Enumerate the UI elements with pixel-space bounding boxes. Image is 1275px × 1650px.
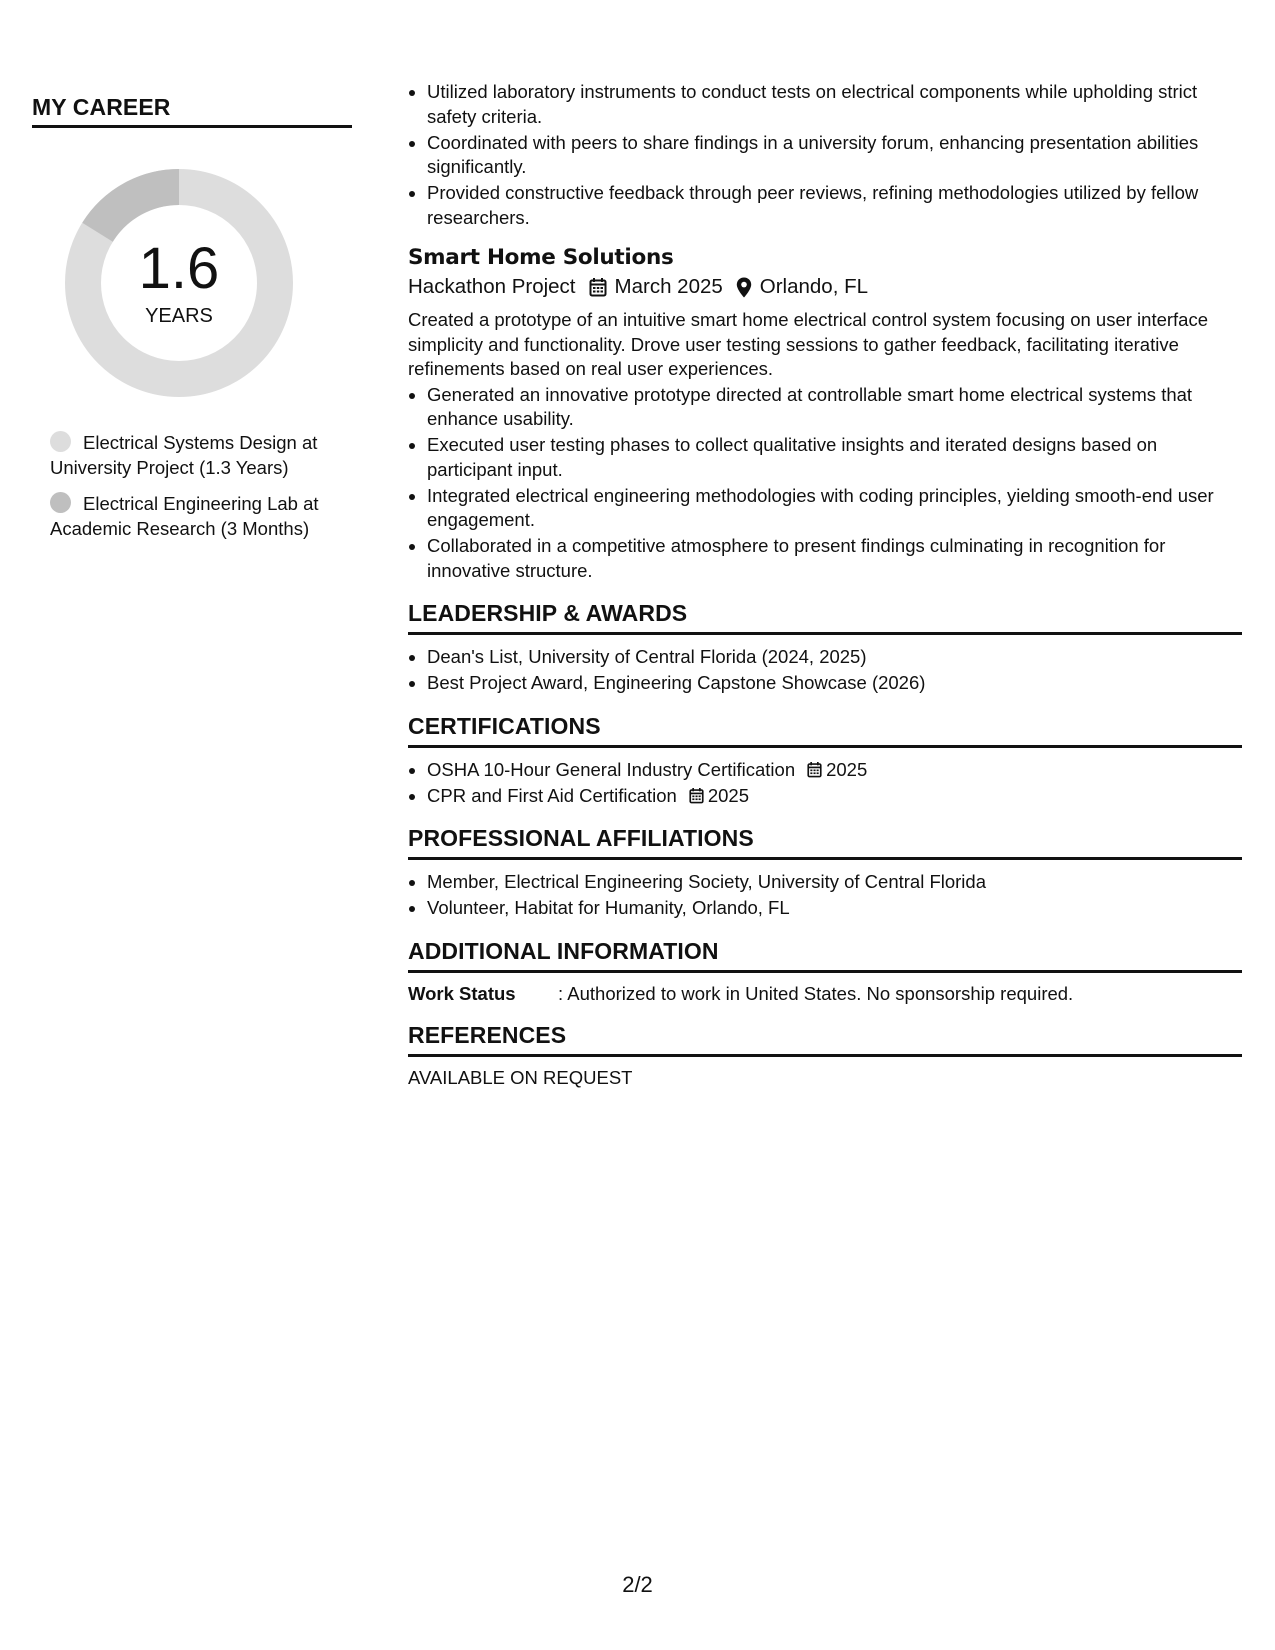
work-status-label: Work Status bbox=[408, 982, 516, 1004]
list-item: • Volunteer, Habitat for Humanity, Orlando, FL bbox=[427, 896, 1242, 921]
work-status-value: : Authorized to work in United States. No sponsorship required. bbox=[558, 982, 1074, 1004]
calendar-icon bbox=[807, 761, 822, 778]
career-donut-chart bbox=[64, 168, 294, 398]
list-item: • Generated an innovative prototype directed at controllable smart home electrical systems that enhance usability. bbox=[427, 383, 1242, 432]
list-item: • Integrated electrical engineering methodologies with coding principles, yielding smooth-end user engagement. bbox=[427, 484, 1242, 533]
legend-dot bbox=[50, 431, 71, 452]
career-sidebar bbox=[32, 94, 352, 552]
list-item: • Executed user testing phases to collect qualitative insights and iterated designs based on participant input. bbox=[427, 433, 1242, 482]
legend-item bbox=[50, 491, 352, 541]
affiliations-title: PROFESSIONAL AFFILIATIONS bbox=[408, 825, 1242, 860]
legend-label: Electrical Systems Design at University Project (1.3 Years) bbox=[50, 432, 318, 478]
certification-year: 2025 bbox=[826, 758, 868, 780]
additional-info-title: ADDITIONAL INFORMATION bbox=[408, 938, 1242, 973]
previous-role-bullets bbox=[408, 80, 1242, 230]
career-title: MY CAREER bbox=[32, 94, 352, 128]
main-content bbox=[408, 80, 1242, 1089]
references-title: REFERENCES bbox=[408, 1022, 1242, 1057]
certification-year: 2025 bbox=[707, 784, 749, 806]
project-description: Created a prototype of an intuitive smart home electrical control system focusing on user interface simplicity and functionality. Drove user testing sessions to gather feedback, facilitating iterative refinements based on real user experiences. bbox=[408, 309, 1208, 379]
affiliations-list bbox=[408, 870, 1242, 921]
leadership-title: LEADERSHIP & AWARDS bbox=[408, 600, 1242, 635]
location-pin-icon bbox=[736, 277, 752, 298]
project-title: Smart Home Solutions bbox=[408, 245, 674, 270]
project-type: Hackathon Project bbox=[408, 275, 576, 298]
project-bullets bbox=[408, 383, 1242, 584]
list-item: • Coordinated with peers to share findings in a university forum, enhancing presentation abilities significantly. bbox=[427, 131, 1242, 180]
leadership-list bbox=[408, 645, 1242, 696]
career-total-years: 1.6 bbox=[138, 236, 220, 301]
list-item: • Collaborated in a competitive atmosphere to present findings culminating in recognition for innovative structure. bbox=[427, 534, 1242, 583]
certification-name: • OSHA 10-Hour General Industry Certification bbox=[427, 758, 796, 780]
donut-segment-secondary bbox=[98, 187, 179, 232]
list-item: • Utilized laboratory instruments to conduct tests on electrical components while upholding strict safety criteria. bbox=[427, 80, 1242, 129]
calendar-icon bbox=[689, 787, 704, 804]
legend-item bbox=[50, 430, 352, 480]
certification-name: • CPR and First Aid Certification bbox=[427, 784, 677, 806]
career-legend bbox=[50, 430, 352, 541]
project-date: March 2025 bbox=[614, 275, 723, 298]
calendar-icon bbox=[589, 277, 607, 297]
list-item bbox=[427, 784, 1242, 809]
legend-label: Electrical Engineering Lab at Academic Research (3 Months) bbox=[50, 493, 319, 539]
certifications-list bbox=[408, 758, 1242, 809]
career-total-unit: YEARS bbox=[145, 305, 213, 327]
page-number: 2/2 bbox=[622, 1572, 653, 1597]
list-item: • Best Project Award, Engineering Capstone Showcase (2026) bbox=[427, 671, 1242, 696]
list-item: • Dean's List, University of Central Florida (2024, 2025) bbox=[427, 645, 1242, 670]
list-item: • Member, Electrical Engineering Society, University of Central Florida bbox=[427, 870, 1242, 895]
project-meta bbox=[408, 275, 1242, 299]
list-item: • Provided constructive feedback through peer reviews, refining methodologies utilized by fellow researchers. bbox=[427, 181, 1242, 230]
legend-dot bbox=[50, 492, 71, 513]
list-item bbox=[427, 758, 1242, 783]
project-location: Orlando, FL bbox=[759, 275, 869, 298]
certifications-title: CERTIFICATIONS bbox=[408, 713, 1242, 748]
references-text: AVAILABLE ON REQUEST bbox=[408, 1066, 633, 1088]
work-status-row bbox=[408, 983, 1242, 1005]
